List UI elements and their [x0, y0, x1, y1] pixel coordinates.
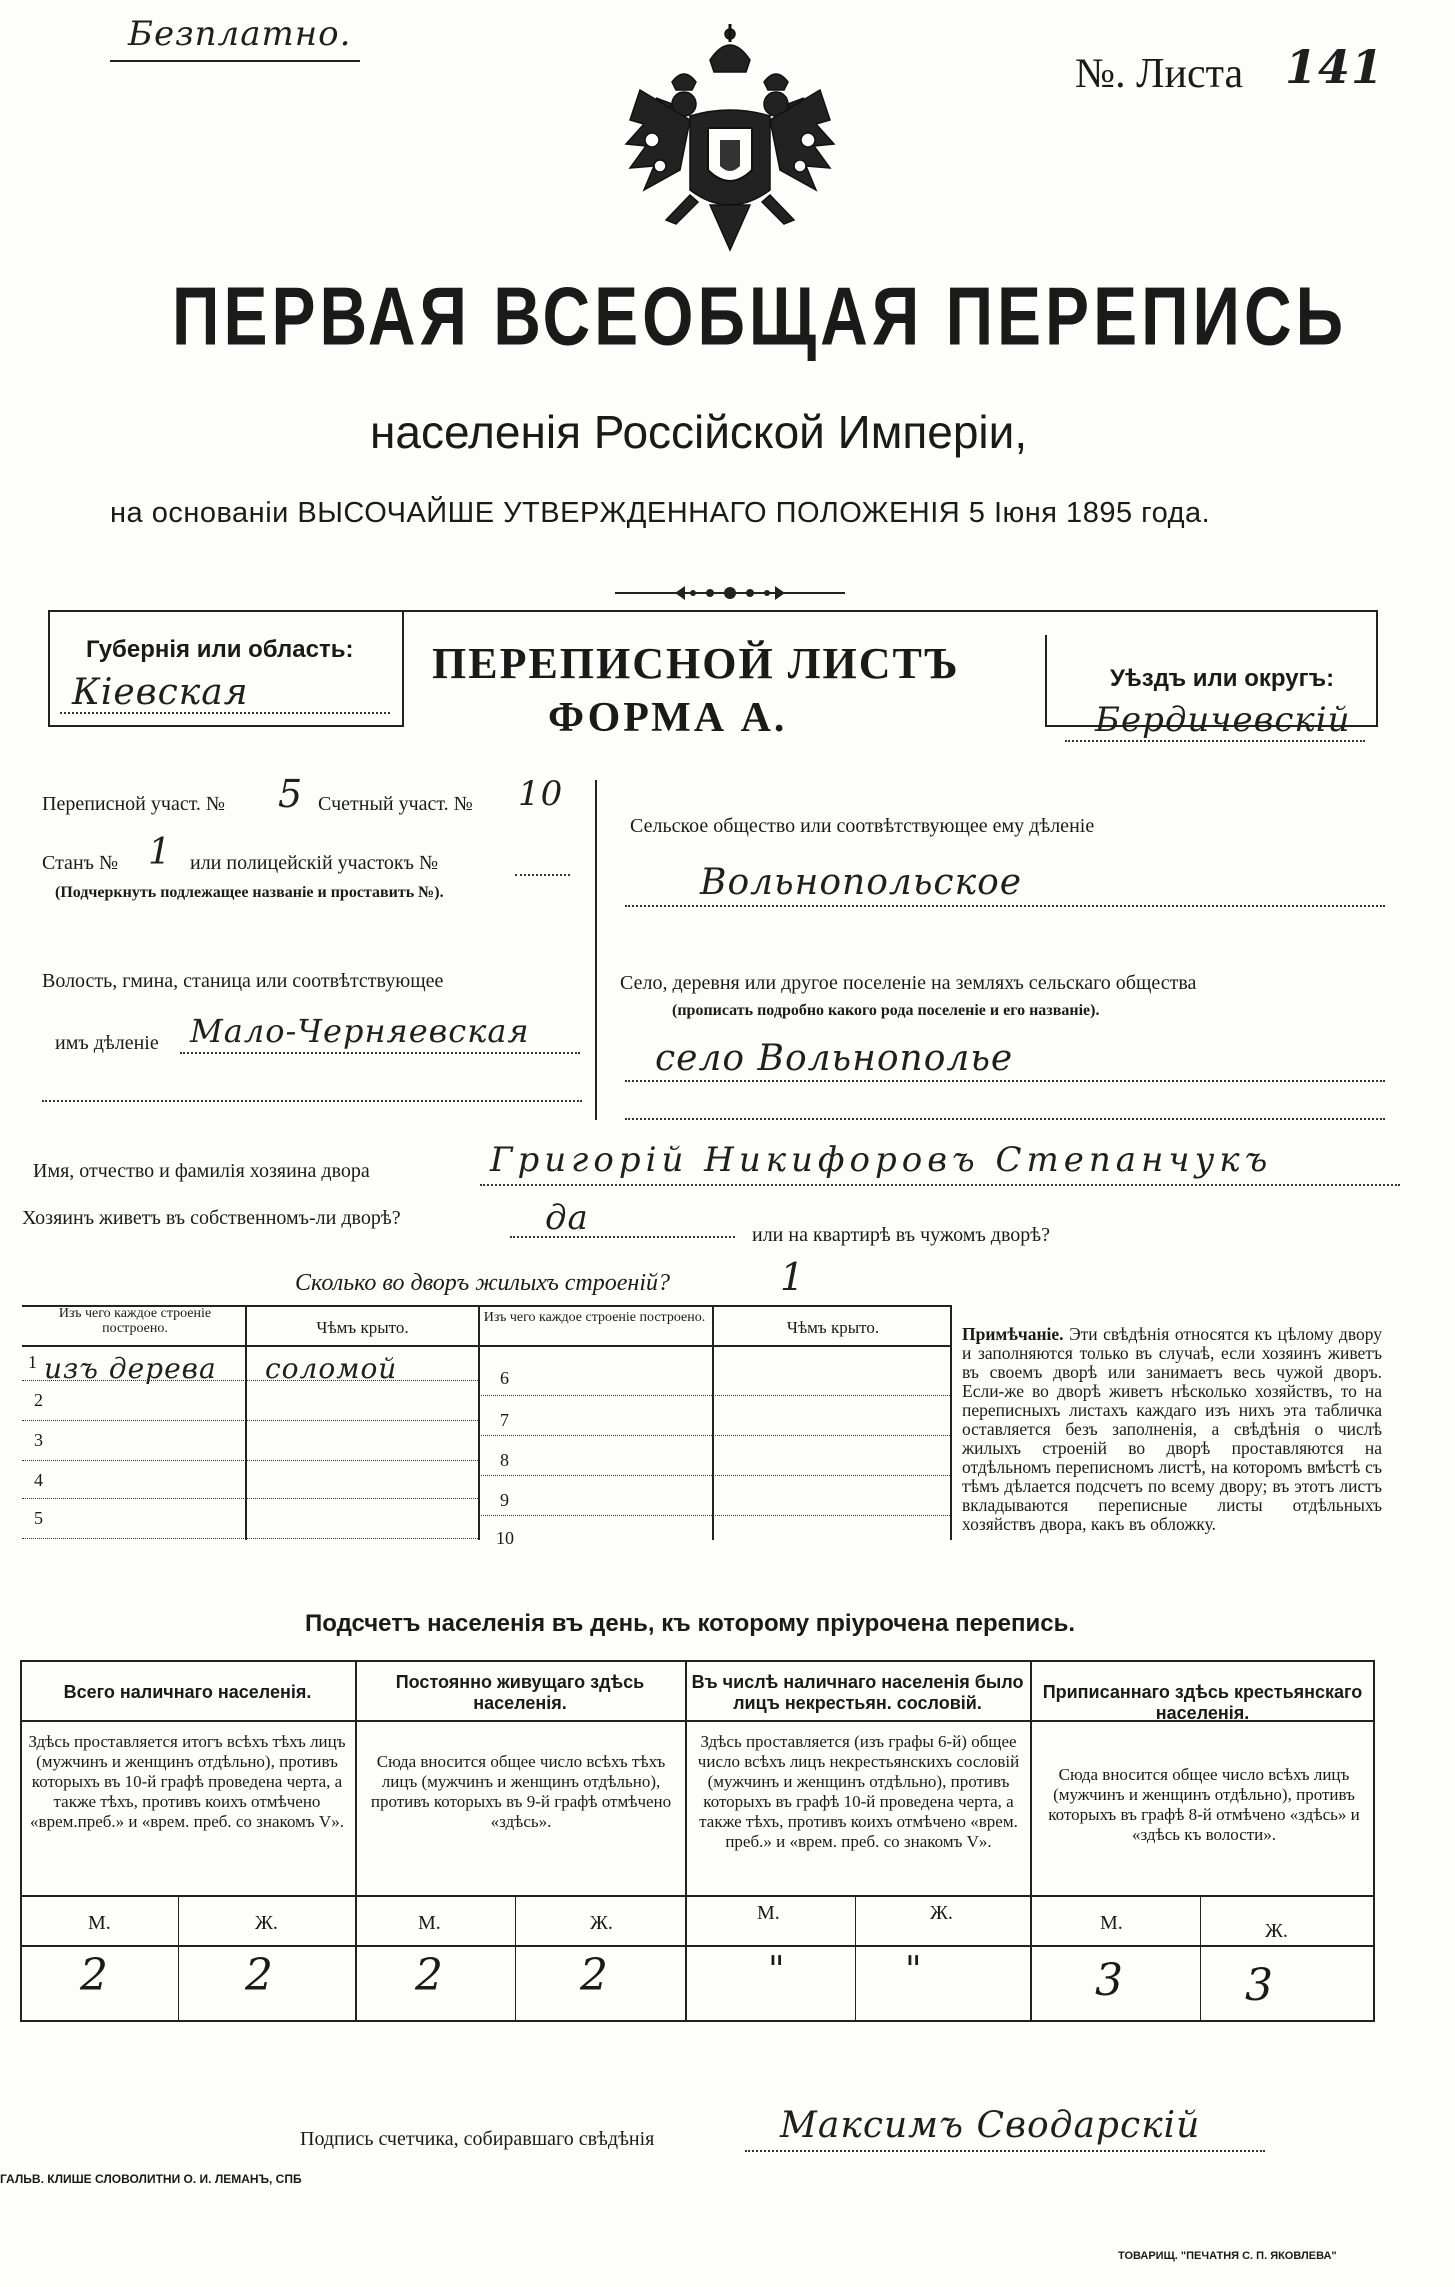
police-area-label: или полицейскій участокъ №	[190, 852, 439, 874]
buildings-row-number: 3	[34, 1430, 43, 1450]
own-yard-value: да	[545, 1198, 589, 1238]
own-yard-label: Хозяинъ живетъ въ собственномъ-ли дворѣ?	[22, 1207, 401, 1229]
buildings-col-roof-right: Чѣмъ крыто.	[786, 1318, 880, 1337]
volost-label: Волость, гмина, станица или соотвѣтствующее	[42, 970, 444, 992]
buildings-material-value: изъ дерева	[44, 1352, 217, 1385]
buildings-row-number: 4	[34, 1470, 43, 1490]
population-col-title: Постоянно живущаго здѣсь населенія.	[395, 1672, 645, 1713]
male-count: 3	[1095, 1955, 1123, 2006]
society-value: Вольнопольское	[700, 862, 1023, 903]
male-count: 2	[415, 1950, 443, 2001]
volost-label-2: имъ дѣленіе	[55, 1032, 159, 1054]
stan-value: 1	[148, 832, 172, 873]
divider-ornament	[615, 578, 845, 608]
form-label: ФОРМА А.	[548, 695, 788, 741]
female-header: Ж.	[590, 1912, 613, 1934]
female-count: "	[905, 1950, 922, 1991]
buildings-row-number: 5	[34, 1508, 43, 1528]
male-header: М.	[757, 1902, 780, 1924]
buildings-row-number: 7	[500, 1410, 509, 1430]
buildings-col-material-right: Изъ чего каждое строеніе построено.	[483, 1310, 706, 1325]
province-label: Губернія или область:	[86, 636, 354, 663]
page-subtitle: населенія Россійской Имперіи,	[370, 406, 1028, 458]
village-label: Село, деревня или другое поселеніе на земляхъ сельскаго общества	[620, 972, 1197, 994]
population-col-title: Приписаннаго здѣсь крестьянскаго населенія.	[1042, 1682, 1363, 1723]
printer-right: ТОВАРИЩ. "ПЕЧАТНЯ С. П. ЯКОВЛЕВА"	[1118, 2250, 1337, 2262]
buildings-roof-value: соломой	[265, 1352, 398, 1385]
buildings-col-material-left: Изъ чего каждое строеніе построено.	[58, 1306, 212, 1336]
district-label: Уѣздъ или округъ:	[1110, 665, 1335, 692]
buildings-label: Сколько во дворъ жилыхъ строеній?	[295, 1270, 670, 1296]
society-label: Сельское общество или соотвѣтствующее ему дѣленіе	[630, 815, 1095, 837]
population-col-desc: Сюда вносится общее число всѣхъ тѣхъ лицъ (мужчинъ и женщинъ отдѣльно), противъ которыхъ въ 9-й графѣ отмѣчено «здѣсь».	[370, 1752, 672, 1831]
page-title: ПЕРВАЯ ВСЕОБЩАЯ ПЕРЕПИСЬ	[172, 269, 1348, 362]
printer-left: ГАЛЬВ. КЛИШЕ СЛОВОЛИТНИ О. И. ЛЕМАНЪ, СПБ	[0, 2172, 302, 2186]
village-note: (прописать подробно какого рода поселеніе и его названіе).	[672, 1002, 1100, 1019]
population-col-desc: Здѣсь проставляется (изъ графы 6-й) общее число всѣхъ лицъ некрестьянскихъ сословій (мужчинъ и женщинъ отдѣльно), противъ которыхъ въ графѣ 10-й проведена черта, а также тѣхъ, противъ коихъ отмѣчено «врем. преб.» и «врем. преб. со знакомъ V».	[697, 1732, 1020, 1851]
female-header: Ж.	[930, 1902, 953, 1924]
male-header: М.	[1100, 1912, 1123, 1934]
sheet-number-label: №. Листа	[1075, 51, 1244, 97]
village-value: село Вольнополье	[655, 1038, 1014, 1079]
population-col-desc: Сюда вносится общее число всѣхъ лицъ (мужчинъ и женщинъ отдѣльно), противъ которыхъ въ графѣ 8-й отмѣчено «здѣсь» и «здѣсь къ волости».	[1048, 1765, 1360, 1844]
volost-value: Мало-Черняевская	[190, 1012, 530, 1050]
buildings-value: 1	[780, 1255, 806, 1299]
female-count: 2	[245, 1950, 273, 2001]
province-value: Кіевская	[72, 672, 249, 713]
census-area-value: 5	[278, 772, 304, 816]
basis-line: на основаніи ВЫСОЧАЙШЕ УТВЕРЖДЕННАГО ПОЛОЖЕНІЯ 5 Іюня 1895 года.	[110, 497, 1211, 529]
female-header: Ж.	[1265, 1920, 1288, 1942]
note-text: Эти свѣдѣнія относятся къ цѣлому двору и заполняются только въ случаѣ, если хозяинъ живетъ въ своемъ дворѣ или занимаетъ весь чужой дворъ. Если-же во дворѣ живетъ нѣсколько хозяйствъ, то на переписныхъ листахъ каждаго изъ нихъ эта табличка оставляется безъ заполненія, а свѣдѣнія о числѣ жилыхъ строеній во дворѣ проставляются на отдѣльномъ переписномъ листѣ, на которомъ вмѣстѣ съ тѣмъ дѣлается подсчетъ по всему двору; въ этотъ листъ вкладываются переписные листы отдѣльныхъ хозяйствъ двора, какъ въ обложку.	[962, 1324, 1383, 1534]
buildings-col-roof-left: Чѣмъ крыто.	[316, 1318, 409, 1337]
stan-label: Станъ №	[42, 852, 119, 874]
counter-signature: Максимъ Сводарскій	[780, 2105, 1201, 2146]
population-col-title: Всего наличнаго населенія.	[63, 1682, 312, 1702]
count-area-label: Счетный участ. №	[318, 793, 473, 815]
buildings-row-number: 8	[500, 1450, 509, 1470]
buildings-row-number: 9	[500, 1490, 509, 1510]
female-count: 3	[1245, 1960, 1273, 2011]
underline-note: (Подчеркнуть подлежащее названіе и проставить №).	[55, 884, 444, 901]
male-header: М.	[418, 1912, 441, 1934]
owner-name-value: Григорій Никифоровъ Степанчукъ	[490, 1140, 1273, 1180]
census-area-label: Переписной участ. №	[42, 793, 226, 815]
count-area-value: 10	[518, 774, 564, 814]
district-value: Бердичевскій	[1095, 700, 1351, 740]
sheet-number-value: 141	[1285, 40, 1385, 94]
free-label: Безплатно.	[128, 14, 352, 54]
male-header: М.	[88, 1912, 111, 1934]
buildings-row-number: 10	[496, 1528, 514, 1548]
female-count: 2	[580, 1950, 608, 2001]
buildings-row-number: 6	[500, 1368, 509, 1388]
double-headed-eagle-emblem	[620, 20, 840, 260]
owner-name-label: Имя, отчество и фамилія хозяина двора	[33, 1160, 370, 1182]
rented-yard-label: или на квартирѣ въ чужомъ дворѣ?	[752, 1224, 1051, 1246]
female-header: Ж.	[255, 1912, 278, 1934]
free-underline	[110, 60, 360, 62]
note-label: Примѣчаніе.	[962, 1324, 1064, 1344]
signature-label: Подпись счетчика, собиравшаго свѣдѣнія	[300, 2128, 655, 2150]
population-col-desc: Здѣсь проставляется итогъ всѣхъ тѣхъ лицъ (мужчинъ и женщинъ отдѣльно), противъ которыхъ въ 10-й графѣ проведена черта, а также тѣхъ, противъ коихъ отмѣчено «врем.преб.» и «врем. преб. со знакомъ V».	[28, 1732, 346, 1831]
male-count: 2	[80, 1950, 108, 2001]
population-col-title: Въ числѣ наличнаго населенія было лицъ некрестьян. сословій.	[691, 1672, 1024, 1713]
buildings-row-number: 2	[34, 1390, 43, 1410]
male-count: "	[768, 1950, 785, 1991]
census-sheet-title: ПЕРЕПИСНОЙ ЛИСТЪ	[432, 639, 960, 688]
note-block	[962, 1325, 1382, 1534]
population-heading: Подсчетъ населенія въ день, къ которому пріурочена перепись.	[305, 1610, 1075, 1637]
buildings-row-number: 1	[28, 1352, 37, 1372]
